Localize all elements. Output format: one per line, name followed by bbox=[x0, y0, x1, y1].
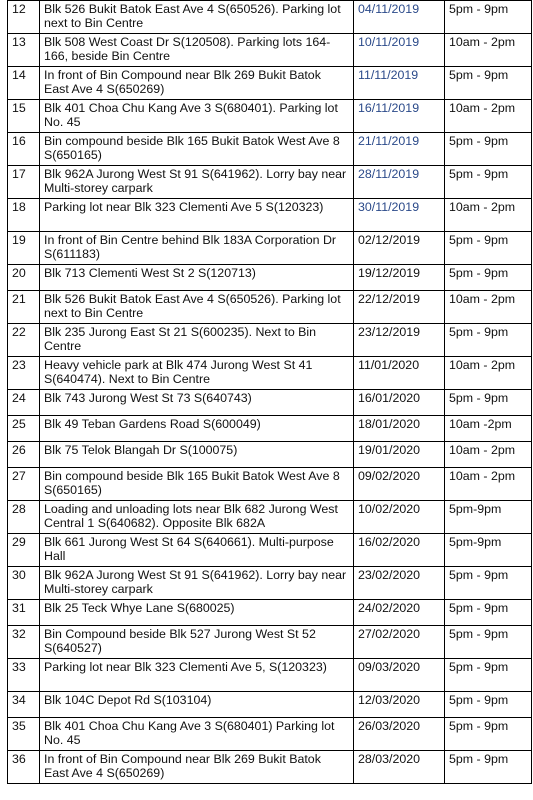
row-location: In front of Bin Compound near Blk 269 Bukit Batok East Ave 4 S(650269) bbox=[40, 751, 354, 784]
row-date: 23/02/2020 bbox=[354, 567, 445, 600]
row-location: Bin compound beside Blk 165 Bukit Batok West Ave 8 S(650165) bbox=[40, 133, 354, 166]
row-number: 17 bbox=[8, 166, 40, 199]
row-number: 15 bbox=[8, 100, 40, 133]
row-date: 19/01/2020 bbox=[354, 442, 445, 468]
row-number: 36 bbox=[8, 751, 40, 784]
table-row bbox=[8, 416, 532, 442]
table-row bbox=[8, 232, 532, 265]
row-time: 10am - 2pm bbox=[445, 357, 532, 390]
row-date: 26/03/2020 bbox=[354, 718, 445, 751]
row-date: 11/11/2019 bbox=[354, 67, 445, 100]
row-location: In front of Bin Centre behind Blk 183A Corporation Dr S(611183) bbox=[40, 232, 354, 265]
row-number: 26 bbox=[8, 442, 40, 468]
row-location: Blk 104C Depot Rd S(103104) bbox=[40, 692, 354, 718]
row-location: Loading and unloading lots near Blk 682 Jurong West Central 1 S(640682). Opposite Blk 682A bbox=[40, 501, 354, 534]
row-location: Parking lot near Blk 323 Clementi Ave 5, S(120323) bbox=[40, 659, 354, 692]
row-number: 24 bbox=[8, 390, 40, 416]
row-location: Parking lot near Blk 323 Clementi Ave 5 S(120323) bbox=[40, 199, 354, 232]
row-location: Blk 401 Choa Chu Kang Ave 3 S(680401) Parking lot No. 45 bbox=[40, 718, 354, 751]
row-date: 28/03/2020 bbox=[354, 751, 445, 784]
row-number: 27 bbox=[8, 468, 40, 501]
table-row bbox=[8, 751, 532, 784]
row-date: 02/12/2019 bbox=[354, 232, 445, 265]
row-date: 10/11/2019 bbox=[354, 34, 445, 67]
row-date: 11/01/2020 bbox=[354, 357, 445, 390]
row-number: 34 bbox=[8, 692, 40, 718]
row-date: 04/11/2019 bbox=[354, 1, 445, 34]
row-location: Blk 508 West Coast Dr S(120508). Parking lots 164-166, beside Bin Centre bbox=[40, 34, 354, 67]
row-date: 16/02/2020 bbox=[354, 534, 445, 567]
row-number: 13 bbox=[8, 34, 40, 67]
row-date: 19/12/2019 bbox=[354, 265, 445, 291]
row-time: 5pm - 9pm bbox=[445, 567, 532, 600]
table-row bbox=[8, 626, 532, 659]
row-time: 5pm - 9pm bbox=[445, 265, 532, 291]
row-location: In front of Bin Compound near Blk 269 Bukit Batok East Ave 4 S(650269) bbox=[40, 67, 354, 100]
row-time: 10am - 2pm bbox=[445, 468, 532, 501]
row-location: Blk 49 Teban Gardens Road S(600049) bbox=[40, 416, 354, 442]
row-location: Blk 962A Jurong West St 91 S(641962). Lorry bay near Multi-storey carpark bbox=[40, 166, 354, 199]
table-row bbox=[8, 357, 532, 390]
table-row bbox=[8, 567, 532, 600]
row-time: 5pm - 9pm bbox=[445, 1, 532, 34]
row-number: 33 bbox=[8, 659, 40, 692]
row-time: 10am - 2pm bbox=[445, 100, 532, 133]
table-row bbox=[8, 534, 532, 567]
table-row bbox=[8, 100, 532, 133]
table-row bbox=[8, 199, 532, 232]
row-time: 5pm - 9pm bbox=[445, 133, 532, 166]
table-row bbox=[8, 468, 532, 501]
row-number: 32 bbox=[8, 626, 40, 659]
row-date: 24/02/2020 bbox=[354, 600, 445, 626]
row-number: 31 bbox=[8, 600, 40, 626]
row-time: 5pm-9pm bbox=[445, 534, 532, 567]
row-location: Blk 526 Bukit Batok East Ave 4 S(650526). Parking lot next to Bin Centre bbox=[40, 1, 354, 34]
row-number: 30 bbox=[8, 567, 40, 600]
table-row bbox=[8, 291, 532, 324]
row-date: 22/12/2019 bbox=[354, 291, 445, 324]
row-number: 21 bbox=[8, 291, 40, 324]
row-time: 5pm - 9pm bbox=[445, 600, 532, 626]
row-date: 27/02/2020 bbox=[354, 626, 445, 659]
row-time: 10am - 2pm bbox=[445, 291, 532, 324]
row-location: Blk 661 Jurong West St 64 S(640661). Multi-purpose Hall bbox=[40, 534, 354, 567]
row-date: 28/11/2019 bbox=[354, 166, 445, 199]
row-time: 5pm-9pm bbox=[445, 501, 532, 534]
row-date: 21/11/2019 bbox=[354, 133, 445, 166]
table-row bbox=[8, 718, 532, 751]
schedule-body bbox=[8, 1, 532, 784]
row-number: 23 bbox=[8, 357, 40, 390]
row-number: 25 bbox=[8, 416, 40, 442]
row-date: 12/03/2020 bbox=[354, 692, 445, 718]
row-time: 10am - 2pm bbox=[445, 34, 532, 67]
row-time: 5pm - 9pm bbox=[445, 751, 532, 784]
row-date: 09/03/2020 bbox=[354, 659, 445, 692]
row-time: 5pm - 9pm bbox=[445, 692, 532, 718]
row-location: Blk 25 Teck Whye Lane S(680025) bbox=[40, 600, 354, 626]
row-time: 5pm - 9pm bbox=[445, 324, 532, 357]
table-row bbox=[8, 501, 532, 534]
table-row bbox=[8, 442, 532, 468]
row-location: Blk 743 Jurong West St 73 S(640743) bbox=[40, 390, 354, 416]
table-row bbox=[8, 692, 532, 718]
row-time: 10am - 2pm bbox=[445, 199, 532, 232]
table-row bbox=[8, 67, 532, 100]
row-location: Blk 401 Choa Chu Kang Ave 3 S(680401). Parking lot No. 45 bbox=[40, 100, 354, 133]
row-time: 10am - 2pm bbox=[445, 442, 532, 468]
row-location: Blk 235 Jurong East St 21 S(600235). Next to Bin Centre bbox=[40, 324, 354, 357]
table-row bbox=[8, 1, 532, 34]
table-row bbox=[8, 133, 532, 166]
row-number: 29 bbox=[8, 534, 40, 567]
row-time: 5pm - 9pm bbox=[445, 626, 532, 659]
row-time: 10am -2pm bbox=[445, 416, 532, 442]
row-time: 5pm - 9pm bbox=[445, 390, 532, 416]
row-number: 35 bbox=[8, 718, 40, 751]
row-location: Blk 75 Telok Blangah Dr S(100075) bbox=[40, 442, 354, 468]
row-number: 22 bbox=[8, 324, 40, 357]
table-row bbox=[8, 324, 532, 357]
table-row bbox=[8, 659, 532, 692]
row-time: 5pm - 9pm bbox=[445, 166, 532, 199]
row-date: 16/11/2019 bbox=[354, 100, 445, 133]
row-time: 5pm - 9pm bbox=[445, 718, 532, 751]
row-location: Bin Compound beside Blk 527 Jurong West St 52 S(640527) bbox=[40, 626, 354, 659]
row-number: 12 bbox=[8, 1, 40, 34]
row-date: 23/12/2019 bbox=[354, 324, 445, 357]
table-row bbox=[8, 600, 532, 626]
table-row bbox=[8, 34, 532, 67]
row-location: Bin compound beside Blk 165 Bukit Batok West Ave 8 S(650165) bbox=[40, 468, 354, 501]
row-location: Blk 713 Clementi West St 2 S(120713) bbox=[40, 265, 354, 291]
row-number: 20 bbox=[8, 265, 40, 291]
row-location: Heavy vehicle park at Blk 474 Jurong West St 41 S(640474). Next to Bin Centre bbox=[40, 357, 354, 390]
row-date: 16/01/2020 bbox=[354, 390, 445, 416]
row-date: 09/02/2020 bbox=[354, 468, 445, 501]
row-number: 16 bbox=[8, 133, 40, 166]
row-number: 18 bbox=[8, 199, 40, 232]
row-number: 14 bbox=[8, 67, 40, 100]
row-date: 10/02/2020 bbox=[354, 501, 445, 534]
table-row bbox=[8, 166, 532, 199]
row-time: 5pm - 9pm bbox=[445, 67, 532, 100]
row-time: 5pm - 9pm bbox=[445, 659, 532, 692]
table-row bbox=[8, 390, 532, 416]
row-location: Blk 526 Bukit Batok East Ave 4 S(650526). Parking lot next to Bin Centre bbox=[40, 291, 354, 324]
row-time: 5pm - 9pm bbox=[445, 232, 532, 265]
row-date: 30/11/2019 bbox=[354, 199, 445, 232]
row-location: Blk 962A Jurong West St 91 S(641962). Lorry bay near Multi-storey carpark bbox=[40, 567, 354, 600]
table-row bbox=[8, 265, 532, 291]
row-number: 28 bbox=[8, 501, 40, 534]
row-number: 19 bbox=[8, 232, 40, 265]
schedule-table bbox=[7, 0, 532, 784]
row-date: 18/01/2020 bbox=[354, 416, 445, 442]
